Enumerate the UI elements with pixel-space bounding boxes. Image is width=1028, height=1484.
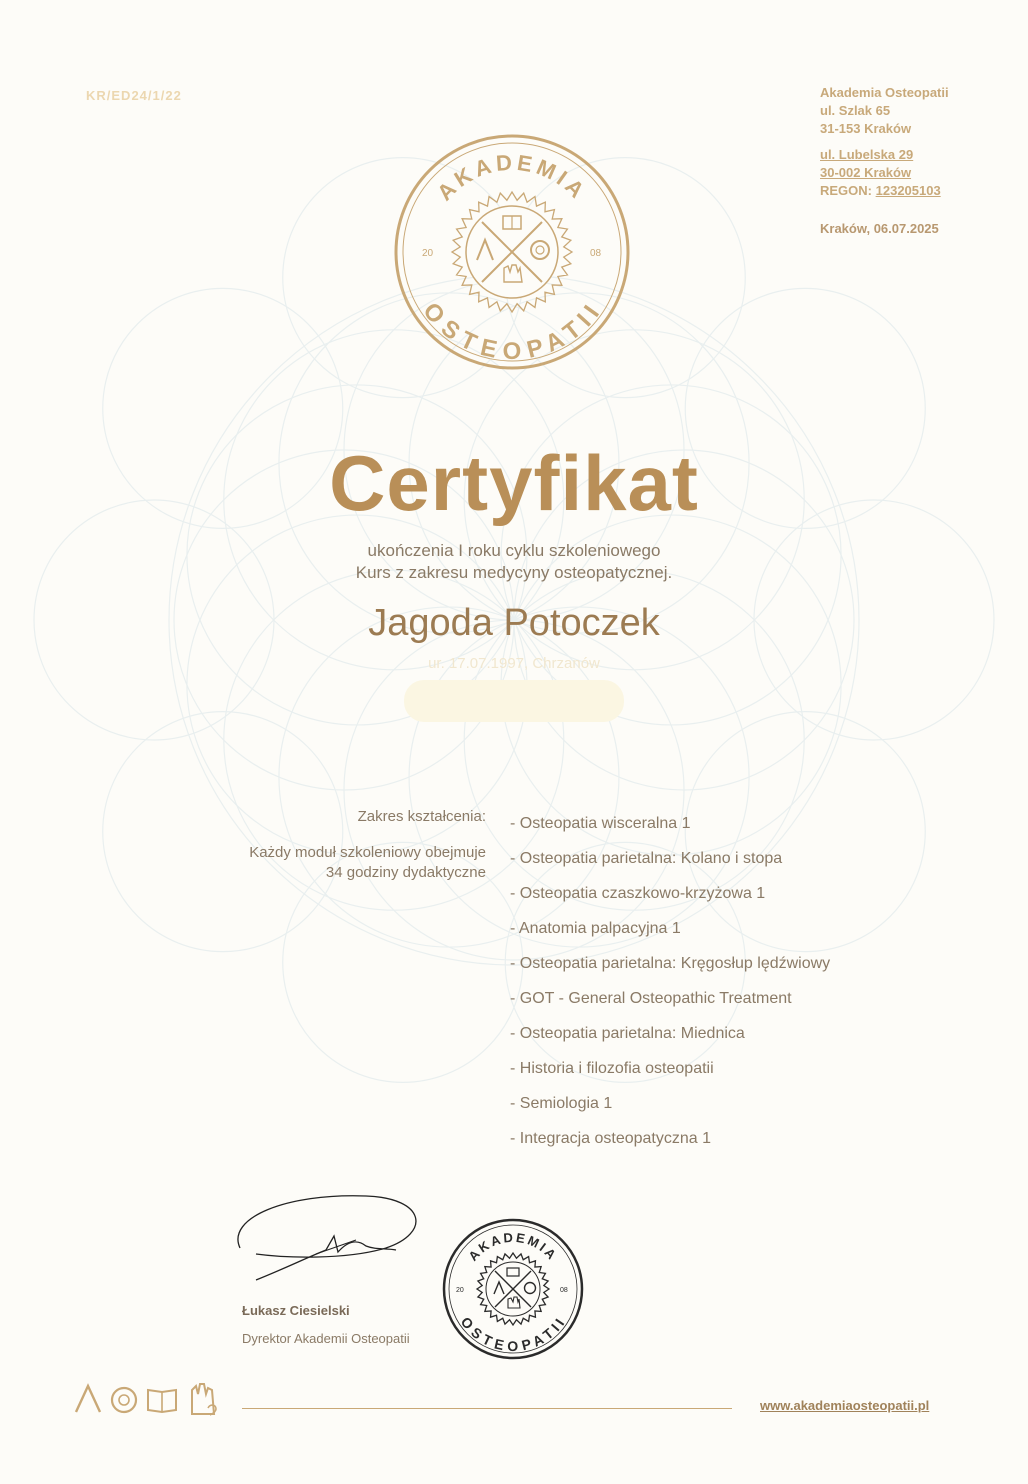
- lambda-icon: [76, 1386, 100, 1412]
- svg-text:OSTEOPATII: [417, 297, 607, 365]
- website-link[interactable]: www.akademiaosteopatii.pl: [760, 1398, 930, 1413]
- list-item: - Historia i filozofia osteopatii: [510, 1060, 714, 1077]
- list-item: - Osteopatia wisceralna 1: [510, 815, 691, 832]
- circle-icon: [112, 1388, 136, 1412]
- regon-label: REGON:: [820, 183, 872, 198]
- signature: [226, 1188, 446, 1288]
- module-list: [510, 806, 830, 1156]
- list-item: - Semiologia 1: [510, 1095, 613, 1112]
- svg-text:OSTEOPATII: [457, 1314, 569, 1354]
- address-line: ul. Lubelska 29: [820, 147, 914, 162]
- seal-year-left: 20: [422, 248, 434, 259]
- academy-address: [820, 84, 949, 200]
- module-note: [160, 843, 486, 883]
- stamp-top-text: AKADEMIA: [465, 1229, 561, 1264]
- list-item: - Integracja osteopatyczna 1: [510, 1130, 712, 1147]
- issue-date: Kraków, 06.07.2025: [820, 221, 939, 236]
- academy-stamp: [442, 1218, 584, 1360]
- regon-value: 123205103: [875, 183, 941, 198]
- signer-role: Dyrektor Akademii Osteopatii: [242, 1331, 410, 1346]
- footer-icons: [74, 1380, 224, 1416]
- list-item: - Anatomia palpacyjna 1: [510, 920, 681, 937]
- regon: [820, 182, 949, 200]
- list-item: - Osteopatia parietalna: Miednica: [510, 1025, 745, 1042]
- list-item: - Osteopatia parietalna: Kręgosłup lędźwiowy: [510, 955, 831, 972]
- module-note-line: Każdy moduł szkoleniowy obejmuje: [249, 844, 486, 861]
- stamp-bottom-text: OSTEOPATII: [457, 1314, 569, 1355]
- hand-heart-icon: [192, 1384, 216, 1415]
- module-note-line: 34 godziny dydaktyczne: [325, 864, 486, 881]
- seal-year-right: 08: [590, 248, 602, 259]
- recipient-name: Jagoda Potoczek: [368, 602, 660, 644]
- scope-label: Zakres kształcenia:: [357, 808, 486, 825]
- stamp-year-right: 08: [560, 1287, 568, 1294]
- list-item: - GOT - General Osteopathic Treatment: [510, 990, 792, 1007]
- footer-divider: [242, 1408, 732, 1409]
- address-line: 31-153 Kraków: [820, 121, 912, 136]
- birth-info: ur. 17.07.1997, Chrzanów: [428, 655, 600, 672]
- address-line: 30-002 Kraków: [820, 165, 912, 180]
- subtitle-line: Kurs z zakresu medycyny osteopatycznej.: [355, 563, 673, 582]
- stamp-year-left: 20: [456, 1287, 464, 1294]
- reference-number: KR/ED24/1/22: [86, 88, 182, 103]
- subtitle-line: ukończenia I roku cyklu szkoleniowego: [367, 541, 661, 560]
- seal-bottom-text: OSTEOPATII: [417, 297, 608, 365]
- book-icon: [148, 1390, 176, 1412]
- certificate-title: Certyfikat: [329, 439, 699, 527]
- signer-name: Łukasz Ciesielski: [242, 1303, 350, 1318]
- address-line: Akademia Osteopatii: [820, 85, 949, 100]
- list-item: - Osteopatia parietalna: Kolano i stopa: [510, 850, 783, 867]
- list-item: - Osteopatia czaszkowo-krzyżowa 1: [510, 885, 766, 902]
- seal-top-text: AKADEMIA: [432, 149, 592, 206]
- highlight-glow: [404, 680, 624, 722]
- academy-seal-gold: [392, 132, 632, 372]
- address-line: ul. Szlak 65: [820, 103, 891, 118]
- certificate-subtitle: [0, 540, 1028, 584]
